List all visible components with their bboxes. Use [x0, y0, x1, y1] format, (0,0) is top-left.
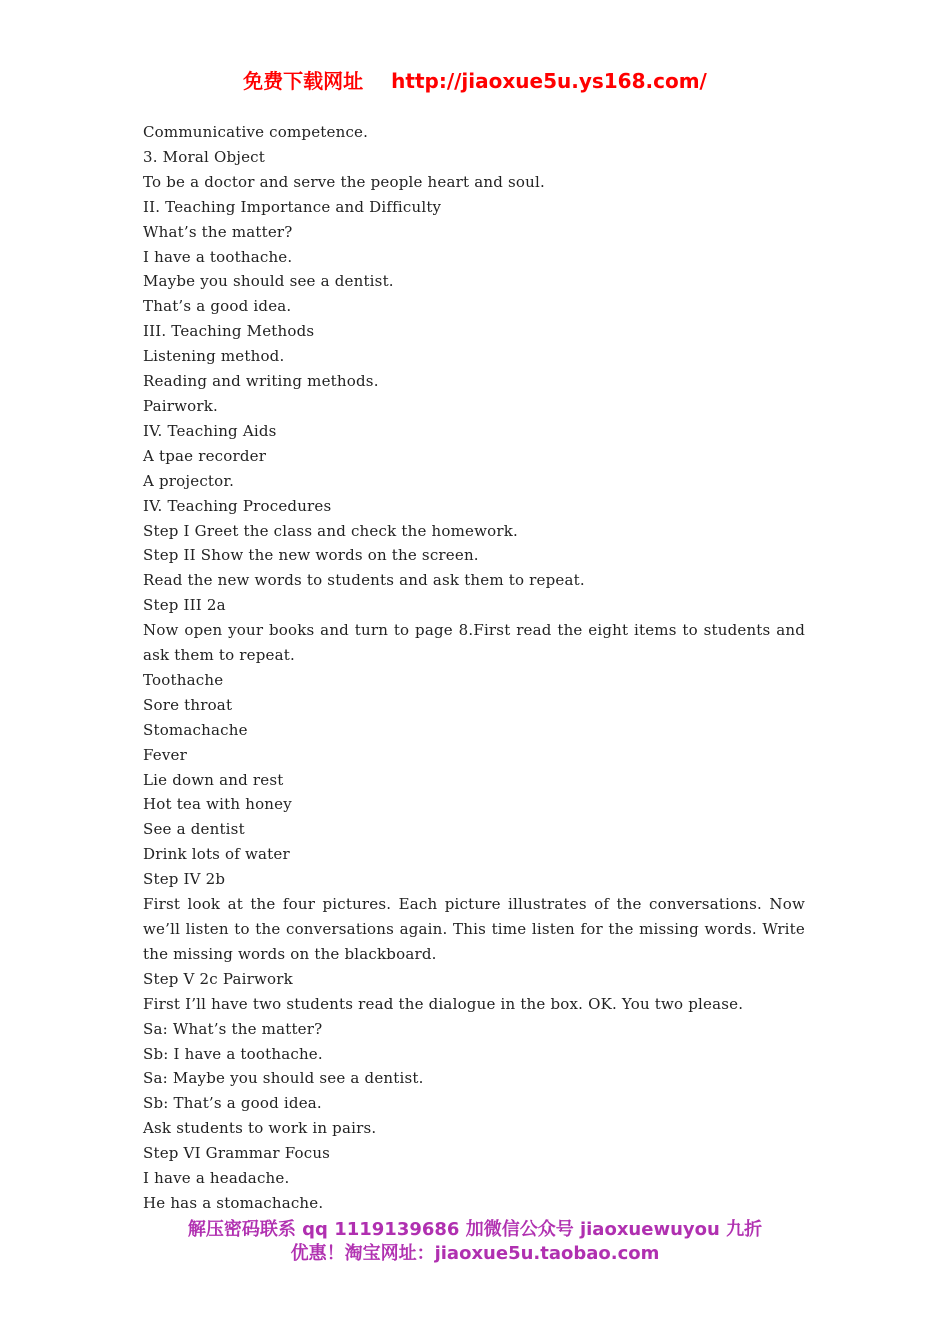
vocab-item: Sore throat — [143, 695, 233, 714]
paragraph: Now open your books and turn to page 8.First read the eight items to students and ask them to repeat. — [143, 621, 805, 665]
text-line: First I’ll have two students read the dialogue in the box. OK. You two please. — [143, 994, 744, 1013]
section-heading: II. Teaching Importance and Difficulty — [143, 197, 442, 216]
dialogue-line: Sb: I have a toothache. — [143, 1044, 323, 1063]
vocab-item: Toothache — [143, 670, 224, 689]
vocab-item: See a dentist — [143, 820, 245, 839]
text-line: I have a headache. — [143, 1169, 290, 1188]
step-line: Step II Show the new words on the screen. — [143, 546, 479, 565]
contact-footer — [0, 1218, 950, 1266]
step-line: Step VI Grammar Focus — [143, 1144, 331, 1163]
dialogue-line: Sa: What’s the matter? — [143, 1019, 323, 1038]
text-line: A tpae recorder — [143, 446, 267, 465]
text-line: What’s the matter? — [143, 222, 293, 241]
paragraph: First look at the four pictures. Each picture illustrates of the conversations. Now we’ll listen to the conversations again. This time listen for the missing words. Write the missing words on the blackboard. — [143, 895, 805, 963]
text-line: That’s a good idea. — [143, 297, 292, 316]
vocab-item: Lie down and rest — [143, 770, 284, 789]
text-line: I have a toothache. — [143, 247, 293, 266]
text-line: To be a doctor and serve the people heart and soul. — [143, 172, 545, 191]
text-line: He has a stomachache. — [143, 1193, 324, 1212]
download-site-header — [0, 66, 950, 96]
section-heading: IV. Teaching Procedures — [143, 496, 332, 515]
text-line: Ask students to work in pairs. — [143, 1119, 377, 1138]
text-line: Pairwork. — [143, 396, 219, 415]
vocab-item: Drink lots of water — [143, 845, 290, 864]
text-line: Maybe you should see a dentist. — [143, 272, 394, 291]
header-url-link[interactable]: http://jiaoxue5u.ys168.com/ — [391, 69, 707, 93]
vocab-item: Hot tea with honey — [143, 795, 292, 814]
header-label: 免费下载网址 — [243, 69, 364, 93]
text-line: Communicative competence. — [143, 123, 369, 141]
vocab-item: Stomachache — [143, 720, 248, 739]
text-line: Listening method. — [143, 347, 285, 366]
section-heading: 3. Moral Object — [143, 147, 266, 166]
step-line: Step IV 2b — [143, 870, 226, 889]
footer-line-1: 解压密码联系 qq 1119139686 加微信公众号 jiaoxuewuyou 九折 — [187, 1219, 763, 1240]
step-line: Step V 2c Pairwork — [143, 969, 293, 988]
section-heading: IV. Teaching Aids — [143, 421, 277, 440]
vocab-item: Fever — [143, 745, 187, 764]
lesson-plan-body — [143, 120, 813, 1216]
text-line: Read the new words to students and ask them to repeat. — [143, 571, 585, 590]
section-heading: III. Teaching Methods — [143, 322, 315, 341]
dialogue-line: Sa: Maybe you should see a dentist. — [143, 1069, 424, 1088]
text-line: Reading and writing methods. — [143, 372, 379, 391]
dialogue-line: Sb: That’s a good idea. — [143, 1094, 322, 1113]
text-line: A projector. — [143, 471, 235, 490]
step-line: Step I Greet the class and check the homework. — [143, 521, 518, 540]
footer-line-2[interactable]: 优惠！淘宝网址：jiaoxue5u.taobao.com — [290, 1243, 660, 1264]
step-line: Step III 2a — [143, 596, 226, 615]
